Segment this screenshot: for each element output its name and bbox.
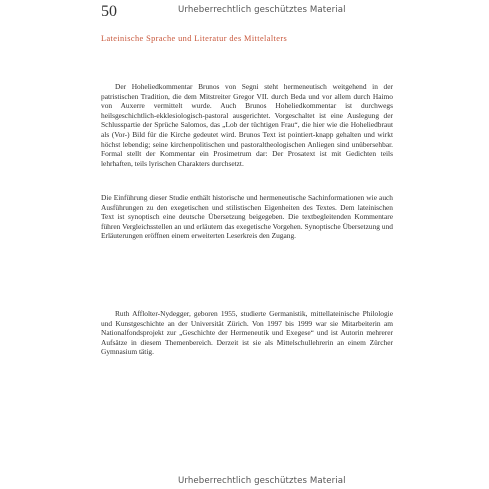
running-head: Lateinische Sprache und Literatur des Mittelalters [101,34,288,43]
author-bio-paragraph: Ruth Afflolter-Nydegger, geboren 1955, studierte Germanistik, mittellateinische Philologie und Kunstgeschichte an der Universität Zürich. Von 1997 bis 1999 war sie Mitarbeiterin am Nationalfondsprojekt zur „Geschichte der Hermeneutik und Exegese“ und ist Autorin mehrerer Aufsätze in diesem Themenbereich. Derzeit ist sie als Mittelschullehrerin an einem Zürcher Gymnasium tätig. [101,309,393,357]
copyright-watermark-bottom: Urheberrechtlich geschütztes Material [178,476,346,486]
copyright-watermark-top: Urheberrechtlich geschütztes Material [178,5,346,15]
study-paragraph-block [101,193,393,241]
study-paragraph: Die Einführung dieser Studie enthält historische und hermeneutische Sachinformationen wie auch Ausführungen zu den exegetischen und stilistischen Eigenheiten des Textes. Dem lateinischen Text ist synoptisch eine deutsche Übersetzung beigegeben. Die textbegleitenden Kommentare führen Vergleichsstellen an und erläutern das exegetische Vorgehen. Synoptische Übersetzung und Erläuterungen eröffnen einem erweiterten Leserkreis den Zugang. [101,193,393,241]
page-number: 50 [101,3,117,20]
intro-paragraph-block [101,82,393,168]
author-bio-block [101,309,393,357]
intro-paragraph: Der Hoheliedkommentar Brunos von Segni steht hermeneutisch weitgehend in der patristischen Tradition, die dem Mitstreiter Gregor VII. durch Beda und vor allem durch Haimo von Auxerre vermittelt wurde. Auch Brunos Hoheliedkommentar ist durchwegs heilsgeschichtlich-ekklesiologisch-pastoral ausgerichtet. Vorgeschaltet ist eine Auslegung der Schlusspartie der Sprüche Salomos, das „Lob der tüchtigen Frau“, die hier wie die Hoheliedbraut als (Vor-) Bild für die Kirche gedeutet wird. Brunos Text ist pointiert-knapp gehalten und wirkt höchst lebendig; seine kirchenpolitischen und pastoraltheologischen Anliegen sind unübersehbar. Formal stellt der Kommentar ein Prosimetrum dar: Der Prosatext ist mit Gedichten teils lehrhaften, teils lyrischen Charakters durchsetzt. [101,82,393,168]
